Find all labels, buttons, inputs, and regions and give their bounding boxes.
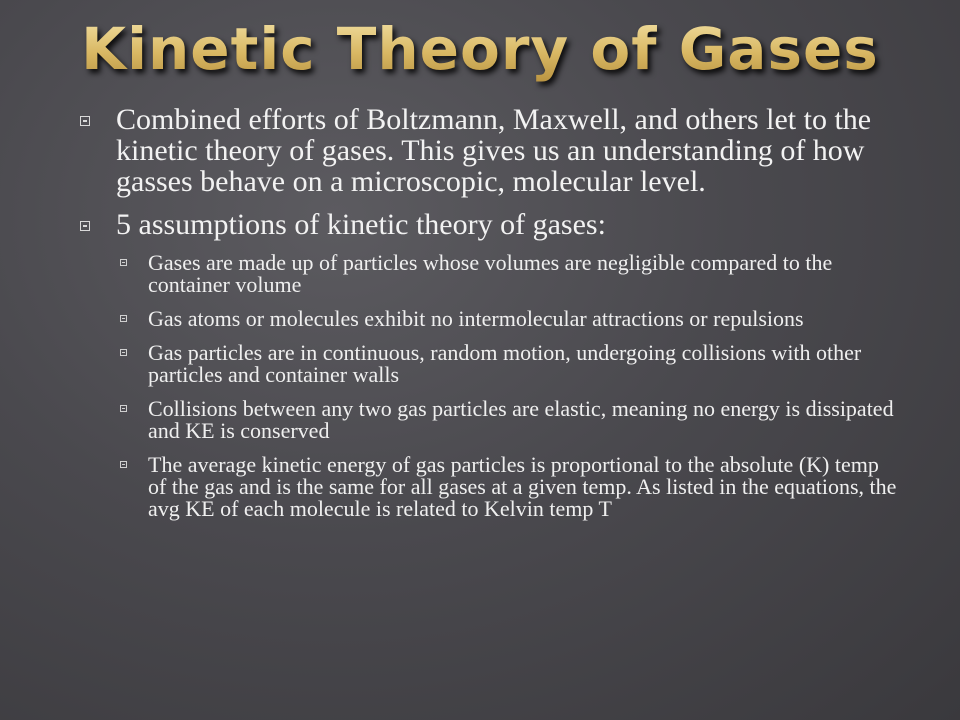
bullet-level1 [80, 209, 900, 240]
slide-title: Kinetic Theory of Gases [0, 14, 960, 84]
bullet-level1 [80, 104, 900, 197]
sub-bullet-text: Gases are made up of particles whose volumes are negligible compared to the container volume [148, 250, 833, 297]
sub-bullet-text: The average kinetic energy of gas particles is proportional to the absolute (K) temp of the gas and is the same for all gases at a given temp. As listed in the equations, the avg KE of each molecule is related to Kelvin temp T [148, 452, 897, 521]
sub-bullet-text: Collisions between any two gas particles are elastic, meaning no energy is dissipated and KE is conserved [148, 396, 894, 443]
bullet-text: Combined efforts of Boltzmann, Maxwell, and others let to the kinetic theory of gases. This gives us an understanding of how gasses behave on a microscopic, molecular level. [116, 103, 872, 198]
square-bullet-icon [120, 405, 127, 412]
square-bullet-icon [120, 259, 127, 266]
bullet-text: 5 assumptions of kinetic theory of gases: [116, 208, 606, 241]
square-bullet-icon [120, 461, 127, 468]
sub-bullet-text: Gas particles are in continuous, random motion, undergoing collisions with other particles and container walls [148, 340, 862, 387]
sub-bullet-text: Gas atoms or molecules exhibit no intermolecular attractions or repulsions [148, 306, 804, 331]
slide-body [80, 104, 900, 532]
bullet-level2 [80, 454, 900, 520]
bullet-level2 [80, 398, 900, 442]
bullet-level2 [80, 342, 900, 386]
square-bullet-icon [80, 116, 90, 126]
square-bullet-icon [120, 349, 127, 356]
square-bullet-icon [80, 221, 90, 231]
bullet-level2 [80, 252, 900, 296]
bullet-level2 [80, 308, 900, 330]
square-bullet-icon [120, 315, 127, 322]
